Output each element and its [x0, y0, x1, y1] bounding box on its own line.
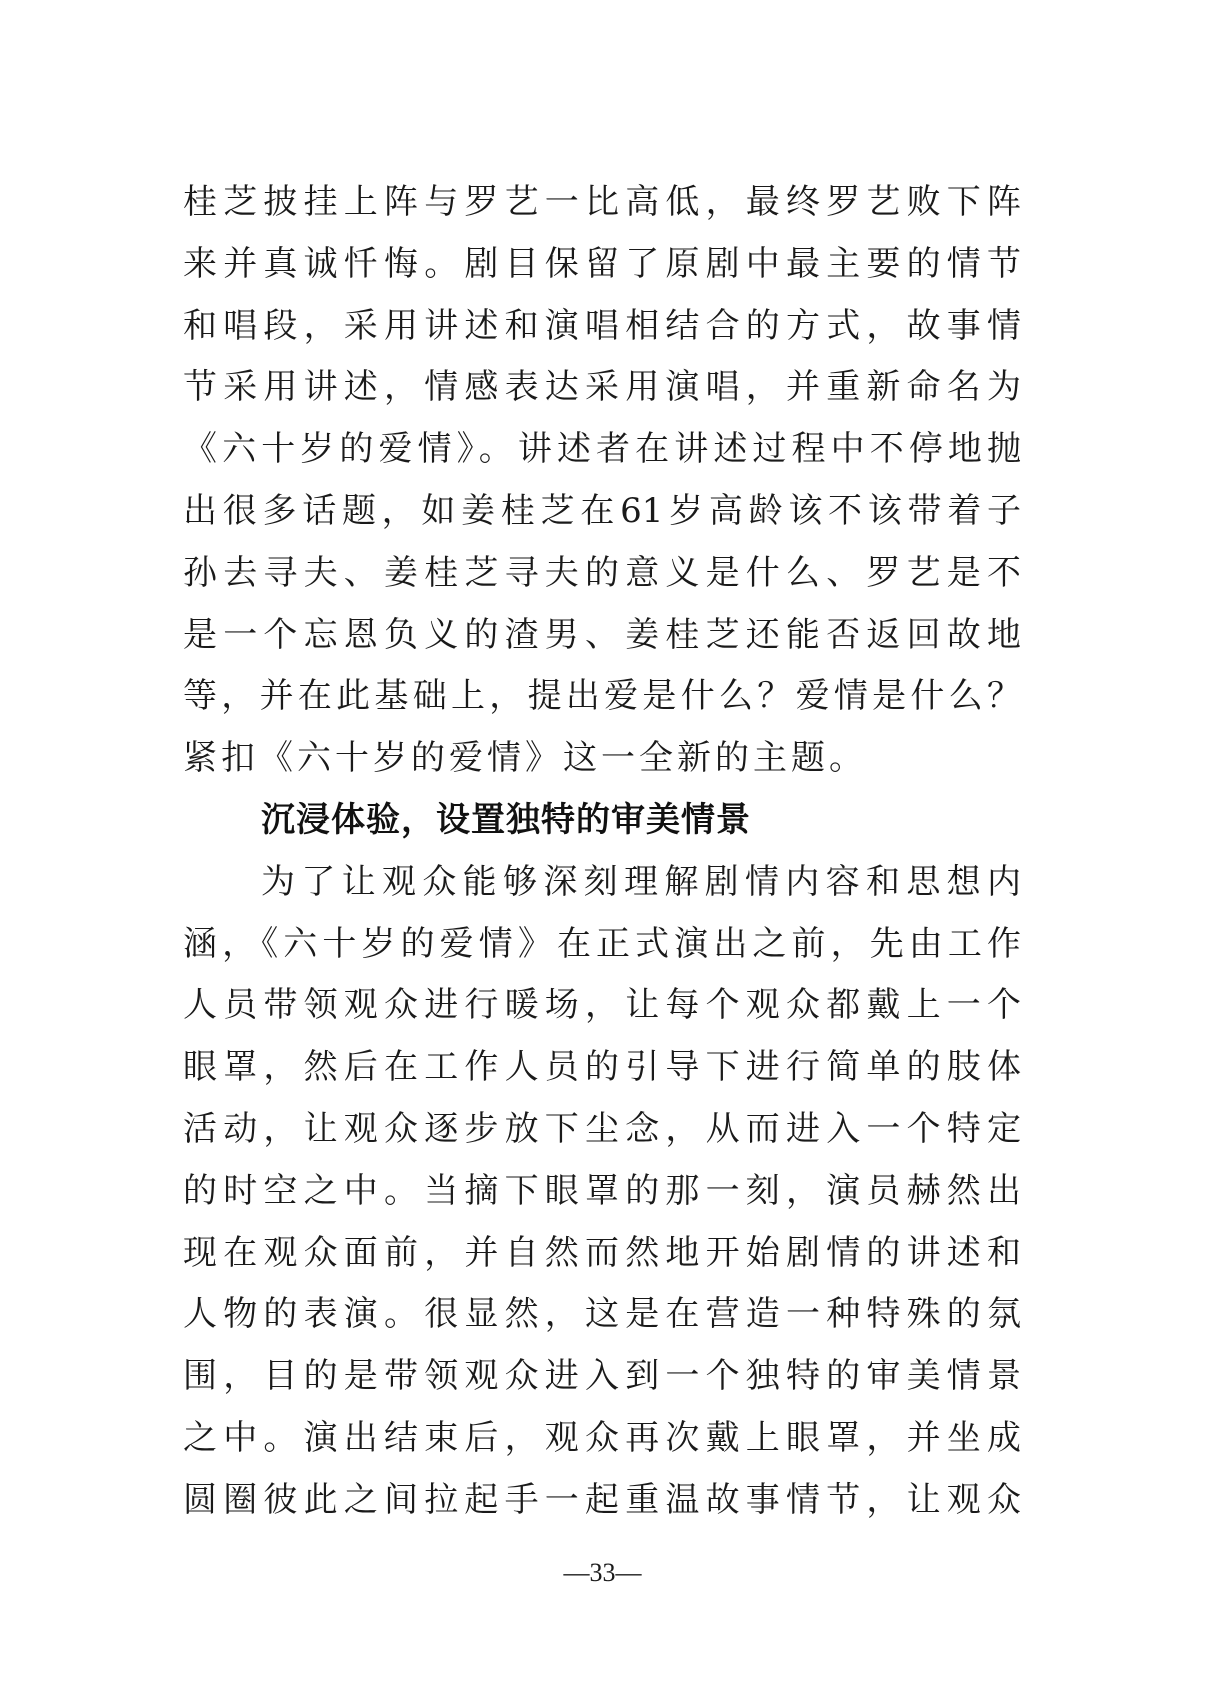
section-heading: 沉浸体验，设置独特的审美情景 [261, 799, 751, 840]
text-line: 来并真诚忏悔。剧目保留了原剧中最主要的情节 [183, 243, 1021, 284]
text-line: 桂芝披挂上阵与罗艺一比高低，最终罗艺败下阵 [183, 182, 1021, 222]
text-line: 人物的表演。很显然，这是在营造一种特殊的氛 [183, 1294, 1021, 1335]
text-line: 孙去寻夫、姜桂芝寻夫的意义是什么、罗艺是不 [183, 552, 1021, 593]
text-line: 等，并在此基础上，提出爱是什么？爱情是什么？ [183, 676, 1021, 717]
text-line: 圆圈彼此之间拉起手一起重温故事情节，让观众 [183, 1479, 1021, 1520]
text-line: 出很多话题，如姜桂芝在61岁高龄该不该带着子 [183, 490, 1021, 531]
text-line: 涵，《六十岁的爱情》在正式演出之前，先由工作 [183, 923, 1021, 964]
text-line: 现在观众面前，并自然而然地开始剧情的讲述和 [183, 1232, 1021, 1273]
text-line: 的时空之中。当摘下眼罩的那一刻，演员赫然出 [183, 1170, 1021, 1211]
text-line: 是一个忘恩负义的渣男、姜桂芝还能否返回故地 [183, 614, 1021, 655]
text-line: 人员带领观众进行暖场，让每个观众都戴上一个 [183, 985, 1021, 1026]
text-line: 《六十岁的爱情》。讲述者在讲述过程中不停地抛 [183, 429, 1021, 470]
text-line: 节采用讲述，情感表达采用演唱，并重新命名为 [183, 367, 1021, 408]
page-number: —33— [563, 1558, 642, 1587]
text-line: 眼罩，然后在工作人员的引导下进行简单的肢体 [183, 1047, 1021, 1088]
text-line: 围，目的是带领观众进入到一个独特的审美情景 [183, 1356, 1021, 1397]
text-line: 活动，让观众逐步放下尘念，从而进入一个特定 [183, 1108, 1021, 1149]
page-body [183, 172, 1021, 1532]
paragraph-first-line: 为了让观众能够深刻理解剧情内容和思想内 [261, 861, 1021, 902]
text-line: 之中。演出结束后，观众再次戴上眼罩，并坐成 [183, 1417, 1021, 1458]
paragraph-last-line: 紧扣《六十岁的爱情》这一全新的主题。 [183, 738, 867, 779]
text-line: 和唱段，采用讲述和演唱相结合的方式，故事情 [183, 305, 1021, 346]
